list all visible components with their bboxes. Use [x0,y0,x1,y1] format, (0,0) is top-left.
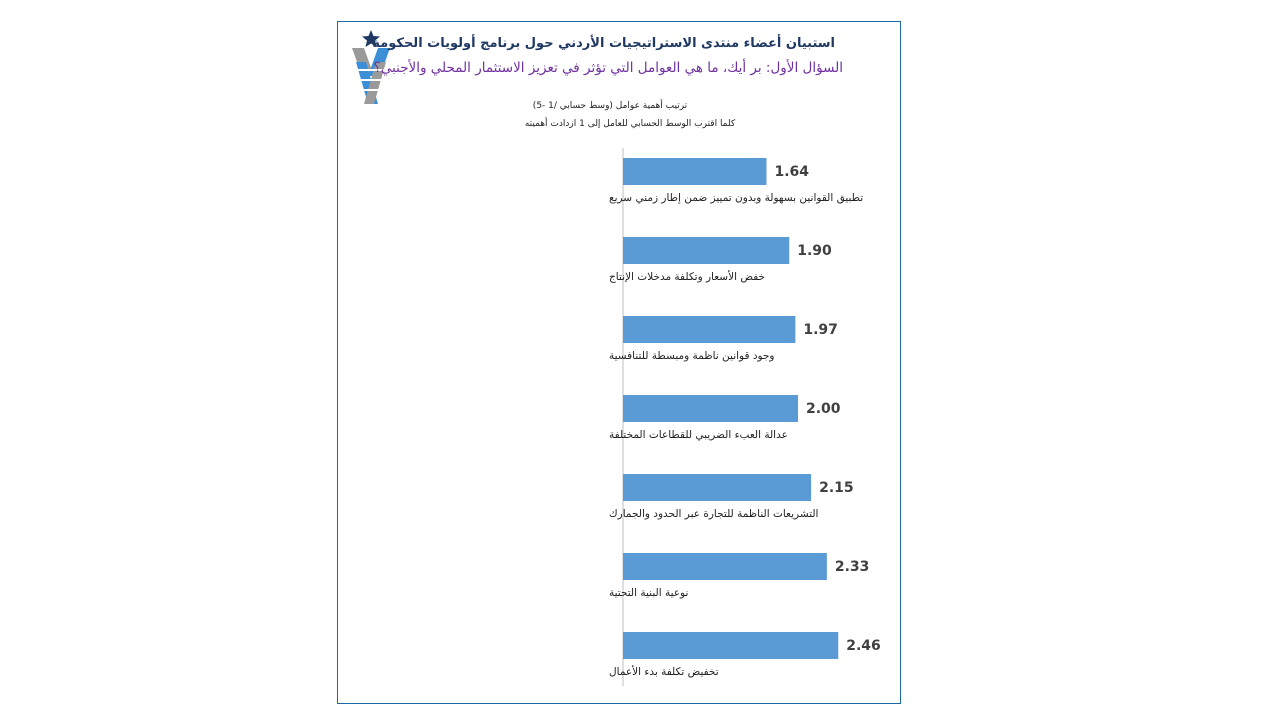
data-label-6: 2.33 [834,559,870,575]
data-label-7: 2.46 [846,638,881,654]
category-label-4: عدالة العبء الضريبي للقطاعات المختلفة [609,429,788,441]
data-label-5: 2.15 [819,480,854,496]
bar-4 [623,395,798,422]
data-label-4: 2.00 [806,401,841,417]
data-label-1: 1.64 [774,164,810,180]
bar-3 [623,316,795,343]
category-label-5: التشريعات الناظمة للتجارة عبر الحدود والجمارك [609,508,819,520]
data-label-2: 1.90 [797,243,832,259]
category-label-3: وجود قوانين ناظمة ومبسطة للتنافسية [609,350,775,362]
category-label-7: تخفيض تكلفة بدء الأعمال [609,666,719,678]
bar-1 [623,158,767,185]
chart-note-interpretation: كلما اقترب الوسط الحسابي للعامل إلى 1 ازدادت أهميته [524,119,736,129]
bar-5 [623,474,811,501]
bar-7 [623,632,838,659]
data-label-3: 1.97 [803,322,838,338]
bar-2 [623,237,789,264]
category-label-2: خفض الأسعار وتكلفة مدخلات الإنتاج [609,271,766,283]
chart-note-scale: ترتيب أهمية عوامل (وسط حسابي /1 -5) [532,101,688,111]
category-label-6: نوعية البنية التحتية [609,587,689,599]
category-label-1: تطبيق القوانين بسهولة وبدون تمييز ضمن إطار زمني سريع [609,192,864,204]
chart-title: استبيان أعضاء منتدى الاستراتيجيات الأردني حول برنامج أولويات الحكومة [372,36,835,51]
bar-6 [623,553,827,580]
chart-subtitle: السؤال الأول: بر أيك، ما هي العوامل التي تؤثر في تعزيز الاستثمار المحلي والأجنبي؟ [373,60,843,76]
bar-chart [337,140,901,695]
